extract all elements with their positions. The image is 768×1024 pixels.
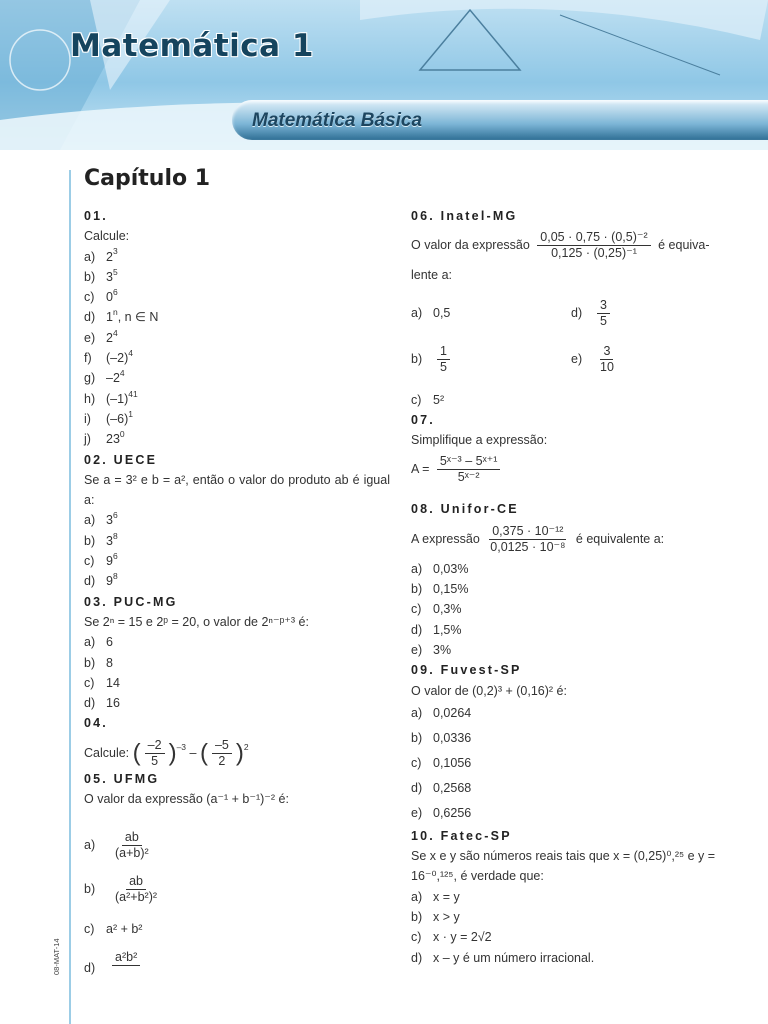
- option: [411, 701, 729, 726]
- option-list: [84, 247, 390, 450]
- option: [84, 368, 390, 388]
- option-label: j): [84, 432, 91, 447]
- exponent: 1: [128, 408, 133, 419]
- book-title: Matemática 1: [70, 28, 314, 64]
- fraction: $\frac{1}{5}$: [437, 344, 450, 375]
- option-label: e): [411, 642, 423, 657]
- fraction: $\frac{-5}{2}$: [212, 738, 232, 769]
- question-06: [411, 206, 729, 410]
- option-label: i): [84, 411, 91, 426]
- exponent: 3: [112, 246, 118, 257]
- question-heading: 05. UFMG: [84, 771, 160, 786]
- option: [84, 429, 390, 449]
- option: [84, 510, 390, 530]
- question-heading: 04.: [84, 716, 108, 731]
- option-label: b): [411, 910, 423, 925]
- question-prompt: O valor da expressão $\frac{\text{0,05 · 0,75 · (0,5)⁻²}}{\text{0,125 · (0,25)⁻¹}}$ é equiva-: [411, 230, 710, 261]
- option-label: a): [411, 561, 423, 576]
- option: b) $\frac{1}{5}$: [411, 340, 571, 380]
- option-label: f): [84, 351, 92, 366]
- option: [411, 801, 729, 826]
- option: e) $\frac{3}{10}$: [571, 340, 711, 380]
- margin-rule: [69, 170, 71, 1024]
- fraction: $\frac{\text{0,375 · 10⁻¹²}}{\text{0,0125 · 10⁻⁸}}$: [490, 523, 566, 554]
- option-value: x · y = 2√2: [433, 930, 492, 945]
- fraction: a²b²: [112, 950, 140, 978]
- option: [84, 531, 390, 551]
- option: [84, 247, 390, 267]
- option: [84, 267, 390, 287]
- option: [411, 907, 729, 927]
- option-label: c): [84, 554, 95, 569]
- question-05: [84, 769, 390, 978]
- option: [84, 632, 390, 652]
- question-expression: Calcule: ( $\frac{-2}{5}$ )$^{-3}$ – ( $\frac{-5}{2}$ )$^2$: [84, 737, 249, 768]
- option-value: 6: [106, 635, 113, 650]
- option-label: d): [411, 622, 423, 637]
- option-label: g): [84, 371, 96, 386]
- question-prompt: A expressão $\frac{\text{0,375 · 10⁻¹²}}{\text{0,0125 · 10⁻⁸}}$ é equivalente a:: [411, 523, 665, 554]
- option-label: b): [84, 269, 96, 284]
- option: d) a²b²: [84, 950, 390, 978]
- exponent: 5: [112, 266, 118, 277]
- exponent: 8: [112, 530, 118, 541]
- option-list: [84, 510, 390, 591]
- question-01: [84, 206, 390, 450]
- question-02: [84, 450, 390, 592]
- question-heading: 03. PUC-MG: [84, 594, 178, 609]
- option-label: d): [84, 310, 96, 325]
- question-heading: 10. Fatec-SP: [411, 828, 512, 843]
- option: [411, 559, 729, 579]
- question-prompt: Se 2ⁿ = 15 e 2ᵖ = 20, o valor de 2ⁿ⁻ᵖ⁺³ é:: [84, 614, 309, 629]
- option-value: 14: [106, 675, 120, 690]
- option-value: 3%: [433, 642, 452, 657]
- option: [411, 599, 729, 619]
- option: [84, 389, 390, 409]
- fraction: $\frac{3}{5}$: [597, 298, 610, 329]
- exponent: 8: [112, 571, 118, 582]
- exponent: 4: [119, 368, 125, 379]
- option-list: [411, 559, 729, 660]
- option-value: 0,1056: [433, 755, 472, 770]
- exponent: n: [112, 307, 118, 318]
- option-value: 0,0264: [433, 705, 472, 720]
- question-10: [411, 826, 729, 968]
- left-column: [84, 206, 390, 978]
- question-heading: 09. Fuvest-SP: [411, 663, 522, 678]
- option: [411, 776, 729, 801]
- fraction: $\frac{3}{10}$: [600, 344, 614, 375]
- exponent: 41: [128, 388, 138, 399]
- option-value: $9^8$: [106, 571, 118, 589]
- question-prompt: O valor da expressão (a⁻¹ + b⁻¹)⁻² é:: [84, 792, 289, 807]
- fraction: $\frac{ab}{\text{(a+b)²}}$: [115, 829, 149, 860]
- option-value: 0,3%: [433, 602, 462, 617]
- option-value: $2^3$: [106, 246, 118, 264]
- question-prompt: Calcule:: [84, 745, 130, 760]
- option-value: $(-2)^4$: [106, 347, 133, 366]
- exponent: 6: [112, 510, 118, 521]
- page-code: 08-MAT-14: [52, 938, 61, 975]
- option: d) $\frac{3}{5}$: [571, 294, 711, 334]
- option-label: a): [84, 635, 96, 650]
- fraction: $\frac{\text{0,05 · 0,75 · (0,5)⁻²}}{\text{0,125 · (0,25)⁻¹}}$: [537, 230, 650, 261]
- option-value: 8: [106, 655, 113, 670]
- option-label: c): [411, 755, 422, 770]
- option: [411, 579, 729, 599]
- option-value: $3^6$: [106, 510, 118, 528]
- option-value: $2^4$: [106, 327, 118, 345]
- option: b) $\frac{ab}{\text{(a²+b²)²}}$: [84, 869, 390, 909]
- option: c) 5²: [411, 392, 445, 407]
- option-label: c): [84, 675, 95, 690]
- option: c) a² + b²: [84, 922, 143, 937]
- option-label: e): [84, 330, 96, 345]
- option-value: 0,2568: [433, 780, 472, 795]
- option-value: x > y: [433, 910, 460, 925]
- option-value: 0,03%: [433, 561, 469, 576]
- question-04: [84, 713, 390, 768]
- exponent: 4: [128, 347, 133, 358]
- exponent: 0: [119, 429, 125, 440]
- question-prompt-cont: lente a:: [411, 268, 453, 283]
- option: [411, 726, 729, 751]
- option-label: h): [84, 391, 96, 406]
- question-prompt: Simplifique a expressão:: [411, 433, 548, 448]
- option-label: d): [411, 950, 423, 965]
- option: [411, 887, 729, 907]
- question-heading: 01.: [84, 209, 108, 223]
- option-value: $0^6$: [106, 287, 118, 305]
- option: [84, 551, 390, 571]
- question-heading: 06. Inatel-MG: [411, 209, 518, 223]
- option-value: 1$^n$, n ∈ N: [106, 307, 159, 325]
- option: [84, 653, 390, 673]
- option-label: b): [411, 730, 423, 745]
- option-label: b): [411, 582, 423, 597]
- option-value: $(-1)^{41}$: [106, 388, 138, 406]
- exponent: 6: [112, 287, 118, 298]
- option-value: $9^6$: [106, 550, 118, 569]
- option-label: c): [411, 930, 422, 945]
- option-list: [84, 632, 390, 713]
- option-label: c): [411, 602, 422, 617]
- option-value: $3^8$: [106, 530, 118, 548]
- subject-title: Matemática Básica: [252, 110, 423, 131]
- option-label: d): [84, 696, 96, 711]
- option-value: $3^5$: [106, 266, 118, 284]
- option: a) $\frac{ab}{\text{(a+b)²}}$: [84, 825, 390, 865]
- question-heading: 07.: [411, 412, 435, 427]
- option-label: a): [84, 249, 96, 264]
- exponent: 4: [112, 327, 118, 338]
- chapter-title: Capítulo 1: [84, 166, 211, 191]
- option: a) 0,5: [411, 306, 451, 321]
- option-label: a): [411, 889, 423, 904]
- question-07: [411, 410, 729, 486]
- option: [84, 693, 390, 713]
- option: [84, 287, 390, 307]
- option-value: 0,6256: [433, 805, 472, 820]
- option: [411, 751, 729, 776]
- question-09: [411, 660, 729, 826]
- option-label: b): [84, 655, 96, 670]
- fraction: $\frac{\text{5ˣ⁻³ – 5ˣ⁺¹}}{\text{5ˣ⁻²}}$: [437, 454, 501, 485]
- option-value: 0,15%: [433, 582, 469, 597]
- option: [84, 328, 390, 348]
- fraction: $\frac{-2}{5}$: [145, 738, 165, 769]
- option-label: d): [411, 780, 423, 795]
- option-value: 16: [106, 696, 120, 711]
- option: [411, 927, 729, 947]
- option-list: [411, 887, 729, 968]
- option-label: d): [84, 574, 96, 589]
- option-value: $(-6)^1$: [106, 408, 133, 426]
- option-value: x = y: [433, 889, 460, 904]
- option: [84, 409, 390, 429]
- option: [411, 640, 729, 660]
- option-value: $-2^4$: [106, 368, 125, 386]
- right-column: [411, 206, 729, 968]
- fraction: $\frac{ab}{\text{(a²+b²)²}}$: [115, 873, 158, 904]
- question-prompt: Se a = 3² e b = a², então o valor do produto ab é igual a:: [84, 472, 390, 508]
- option-label: c): [84, 290, 95, 305]
- option: [84, 673, 390, 693]
- question-prompt: O valor de (0,2)³ + (0,16)² é:: [411, 683, 567, 698]
- option-grid: [411, 294, 729, 410]
- question-expression: A = $\frac{\text{5ˣ⁻³ – 5ˣ⁺¹}}{\text{5ˣ⁻²}}$: [411, 454, 729, 485]
- option-label: b): [84, 533, 96, 548]
- question-03: [84, 592, 390, 714]
- option: [84, 571, 390, 591]
- option-value: 0,0336: [433, 730, 472, 745]
- option: [411, 948, 729, 968]
- option: [411, 620, 729, 640]
- option-value: 1,5%: [433, 622, 462, 637]
- question-prompt: Se x e y são números reais tais que x = (0,25)⁰,²⁵ e y = 16⁻⁰,¹²⁵, é verdade que:: [411, 849, 716, 884]
- question-heading: 02. UECE: [84, 452, 158, 467]
- question-heading: 08. Unifor-CE: [411, 502, 519, 517]
- option-list: [411, 701, 729, 826]
- option-label: e): [411, 805, 423, 820]
- option-value: $23^0$: [106, 429, 125, 447]
- option-label: a): [84, 513, 96, 528]
- option: [84, 307, 390, 327]
- exponent: 6: [112, 550, 118, 561]
- option-value: x – y é um número irracional.: [433, 950, 595, 965]
- option: [84, 348, 390, 368]
- question-08: [411, 499, 729, 660]
- option-label: a): [411, 705, 423, 720]
- question-prompt: Calcule:: [84, 229, 130, 244]
